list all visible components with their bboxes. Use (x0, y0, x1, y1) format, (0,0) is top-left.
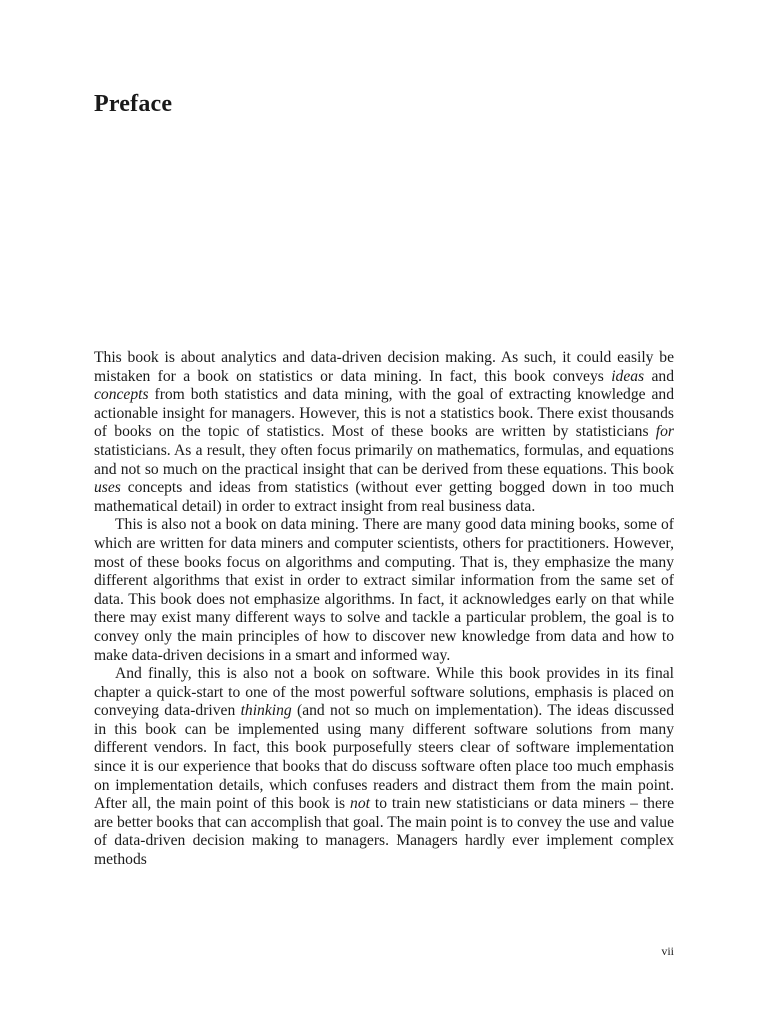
emphasized-text: ideas (611, 367, 645, 385)
chapter-title: Preface (94, 91, 173, 117)
paragraph-text: concepts and ideas from statistics (without ever getting bogged down in too much mathematical detail) in order to extract insight from real business data. (94, 479, 674, 515)
paragraph-text: This book is about analytics and data-driven decision making. As such, it could easily be mistaken for a book on statistics or data mining. In fact, this book conveys (94, 349, 674, 385)
body-paragraph (94, 349, 674, 516)
page-number: vii (661, 944, 674, 958)
emphasized-text: thinking (240, 702, 292, 720)
body-paragraph (94, 665, 674, 870)
emphasized-text: for (655, 423, 674, 441)
paragraph-text: to train new statisticians or data miners – there are better books that can accomplish that goal. The main point is to convey the use and value of data-driven decision making to managers. Managers hardly ever implement complex methods (94, 795, 674, 869)
paragraph-text: statisticians. As a result, they often focus primarily on mathematics, formulas, and equations and not so much on the practical insight that can be derived from these equations. This book (94, 441, 674, 478)
preface-body (94, 349, 674, 870)
paragraph-text: (and not so much on implementation). The ideas discussed in this book can be implemented using many different software solutions from many different vendors. In fact, this book purposefully steers clear of software implementation since it is our experience that books that do discuss software often place too much emphasis on implementation details, which confuses readers and distract them from the main point. After all, the main point of this book is (94, 702, 674, 813)
paragraph-text: from both statistics and data mining, with the goal of extracting knowledge and actionable insight for managers. However, this is not a statistics book. There exist thousands of books on the topic of statistics. Most of these books are written by statisticians (94, 386, 674, 441)
paragraph-text: And finally, this is also not a book on software. While this book provides in its final chapter a quick-start to one of the most powerful software solutions, emphasis is placed on conveying data-driven (94, 665, 674, 720)
paragraph-text: This is also not a book on data mining. There are many good data mining books, some of which are written for data miners and computer scientists, others for practitioners. However, most of these books focus on algorithms and computing. That is, they emphasize the many different algorithms that exist in order to extract similar information from the same set of data. This book does not emphasize algorithms. In fact, it acknowledges early on that while there may exist many different ways to solve and tackle a particular problem, the goal is to convey only the main principles of how to discover new knowledge from data and how to make data-driven decisions in a smart and informed way. (94, 516, 674, 664)
body-paragraph (94, 516, 674, 665)
emphasized-text: uses (94, 479, 121, 497)
emphasized-text: concepts (94, 386, 149, 404)
emphasized-text: not (350, 795, 370, 813)
paragraph-text: and (644, 367, 674, 385)
